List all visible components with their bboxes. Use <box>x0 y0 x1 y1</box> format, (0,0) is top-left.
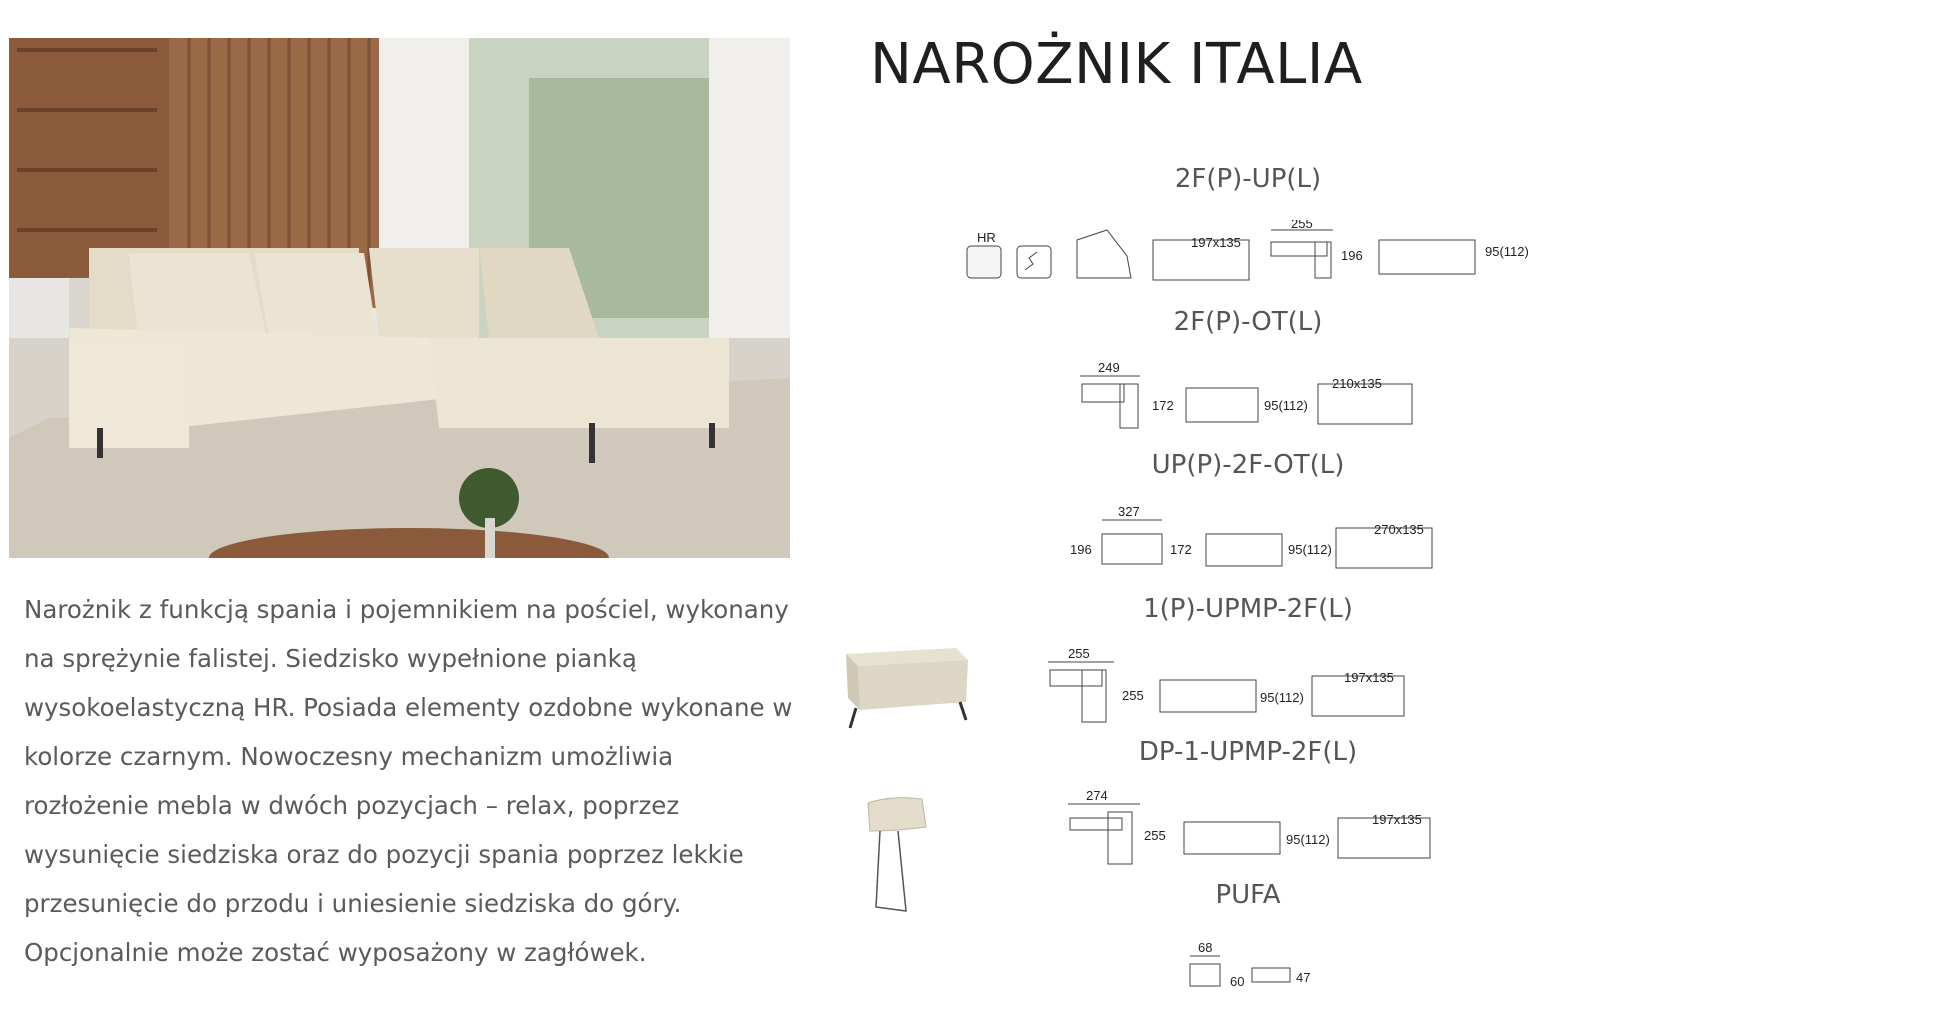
variant-diagram <box>1064 788 1444 868</box>
variant-name: 1(P)-UPMP-2F(L) <box>1143 594 1353 624</box>
svg-text:95(112): 95(112) <box>1286 832 1330 847</box>
svg-text:249: 249 <box>1098 362 1120 375</box>
svg-text:255: 255 <box>1291 220 1313 231</box>
variant-diagram <box>1070 362 1430 434</box>
svg-text:197x135: 197x135 <box>1191 235 1241 250</box>
svg-text:47: 47 <box>1296 970 1311 985</box>
svg-text:197x135: 197x135 <box>1344 670 1394 685</box>
variant-diagram <box>963 220 1543 286</box>
svg-text:274: 274 <box>1086 788 1108 803</box>
svg-text:60: 60 <box>1230 974 1245 989</box>
variant-diagram <box>1066 506 1446 578</box>
svg-text:95(112): 95(112) <box>1260 690 1304 705</box>
svg-text:95(112): 95(112) <box>1288 542 1332 557</box>
svg-text:172: 172 <box>1152 398 1174 413</box>
svg-text:197x135: 197x135 <box>1372 812 1422 827</box>
svg-text:327: 327 <box>1118 506 1140 519</box>
svg-text:255: 255 <box>1068 646 1090 661</box>
variant-name: 2F(P)-UP(L) <box>1174 164 1322 194</box>
variant-name: 2F(P)-OT(L) <box>1173 307 1323 337</box>
svg-text:HR: HR <box>977 230 996 245</box>
pouf-thumbnail <box>836 640 976 730</box>
variant-diagram <box>1044 646 1424 726</box>
svg-text:95(112): 95(112) <box>1485 244 1529 259</box>
svg-text:172: 172 <box>1170 542 1192 557</box>
headrest-thumbnail <box>862 795 942 915</box>
product-photo <box>9 38 790 558</box>
svg-text:270x135: 270x135 <box>1374 522 1424 537</box>
page-title: NAROŻNIK ITALIA <box>870 32 1363 97</box>
variant-diagram <box>1176 940 1336 996</box>
svg-text:196: 196 <box>1341 248 1363 263</box>
variant-name: DP-1-UPMP-2F(L) <box>1138 737 1358 767</box>
variant-name: PUFA <box>1215 880 1281 910</box>
svg-text:68: 68 <box>1198 940 1213 955</box>
variant-name: UP(P)-2F-OT(L) <box>1151 450 1345 480</box>
product-description: Narożnik z funkcją spania i pojemnikiem na pościel, wykonany na sprężynie falistej. Siedzisko wypełnione pianką wysokoelastyczną HR. Posiada elementy ozdobne wykonane w kolorze czarnym. Nowoczesny mechanizm umożliwia rozłożenie mebla w dwóch pozycjach – relax, poprzez wysunięcie siedziska oraz do pozycji spania poprzez lekkie przesunięcie do przodu i uniesienie siedziska do góry. Opcjonalnie może zostać wyposażony w zagłówek. <box>24 595 793 967</box>
svg-text:196: 196 <box>1070 542 1092 557</box>
svg-text:95(112): 95(112) <box>1264 398 1308 413</box>
svg-text:255: 255 <box>1144 828 1166 843</box>
svg-text:210x135: 210x135 <box>1332 376 1382 391</box>
svg-text:255: 255 <box>1122 688 1144 703</box>
